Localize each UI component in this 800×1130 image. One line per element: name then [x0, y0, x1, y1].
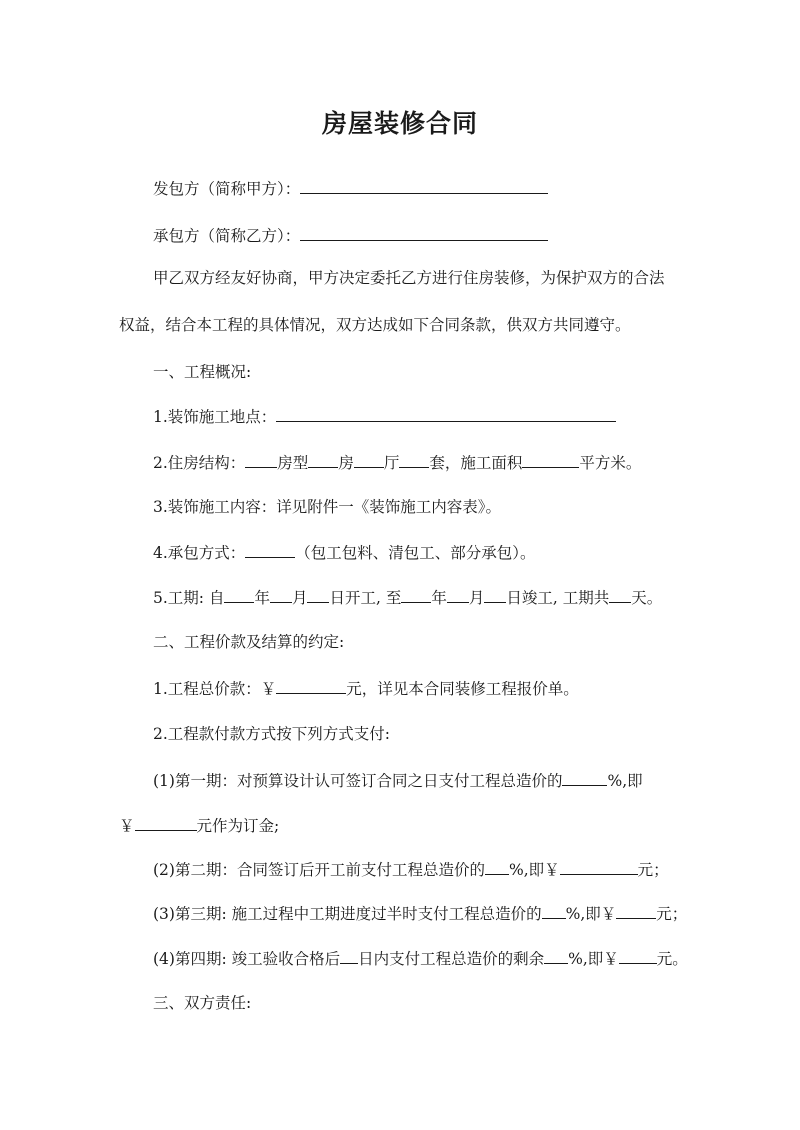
intro-line-2: 权益，结合本工程的具体情况，双方达成如下合同条款，供双方共同遵守。 [119, 316, 631, 334]
site-address-blank[interactable] [276, 405, 616, 422]
item-1-5-end: 日竣工, 工期共 [506, 589, 610, 607]
section-1-heading: 一、工程概况: [153, 363, 252, 381]
item-1-5-year: 年 [254, 589, 270, 607]
section-2-heading: 二、工程价款及结算的约定: [153, 633, 345, 651]
payment-4 [153, 947, 688, 970]
start-year-blank[interactable] [224, 586, 254, 603]
payment-1-pct: %,即 [607, 772, 643, 790]
end-year-blank[interactable] [401, 586, 431, 603]
payment-3-amount-blank[interactable] [616, 902, 656, 919]
payment-2 [153, 858, 669, 881]
item-1-5-month2: 月 [468, 589, 485, 607]
item-1-1 [153, 405, 616, 428]
item-2-2: 2.工程款付款方式按下列方式支付: [153, 725, 391, 743]
payment-4-amount-blank[interactable] [619, 947, 657, 964]
page-title: 房屋装修合同 [321, 109, 478, 138]
payment-4-days-blank[interactable] [340, 947, 358, 964]
end-day-blank[interactable] [484, 586, 506, 603]
section-3-heading: 三、双方责任: [153, 994, 252, 1012]
payment-3-percent-blank[interactable] [542, 902, 566, 919]
total-price-blank[interactable] [276, 677, 346, 694]
party-b-label: 承包方（简称乙方）： [153, 227, 301, 245]
payment-3-end: 元； [656, 905, 688, 923]
payment-4-label: (4)第四期: 竣工验收合格后 [153, 950, 341, 968]
payment-4-pct: %,即￥ [568, 950, 619, 968]
payment-4-end: 元。 [656, 950, 688, 968]
start-month-blank[interactable] [270, 586, 292, 603]
item-1-5-days: 天。 [631, 589, 663, 607]
party-b-blank[interactable] [300, 224, 548, 241]
item-2-1 [153, 677, 579, 700]
payment-1-yen: ￥ [119, 817, 135, 835]
payment-4-percent-blank[interactable] [544, 947, 568, 964]
item-1-5 [153, 586, 662, 609]
party-b-line [153, 224, 548, 247]
item-1-4 [153, 541, 536, 564]
intro-line-1: 甲乙双方经友好协商，甲方决定委托乙方进行住房装修，为保护双方的合法 [153, 269, 665, 287]
item-1-2 [153, 451, 641, 474]
payment-1-line-2 [119, 814, 279, 837]
payment-2-pct: %,即￥ [508, 861, 560, 879]
item-1-2-fangxing: 房型 [277, 454, 309, 472]
item-1-5-start: 日开工, 至 [329, 589, 402, 607]
area-blank[interactable] [522, 451, 579, 468]
item-1-4-label: 4.承包方式： [153, 544, 246, 562]
start-day-blank[interactable] [307, 586, 329, 603]
party-a-blank[interactable] [300, 177, 548, 194]
item-1-2-ting: 厅 [383, 454, 400, 472]
sets-blank[interactable] [399, 451, 429, 468]
item-1-2-unit: 平方米。 [579, 454, 642, 472]
item-1-2-label: 2.住房结构： [153, 454, 246, 472]
item-2-1-label: 1.工程总价款：￥ [153, 680, 277, 698]
item-1-5-label: 5.工期: 自 [153, 589, 225, 607]
payment-2-end: 元； [637, 861, 669, 879]
payment-2-label: (2)第二期：合同签订后开工前支付工程总造价的 [153, 861, 485, 879]
payment-1-amount-blank[interactable] [135, 814, 197, 831]
end-month-blank[interactable] [447, 586, 469, 603]
payment-3-pct: %,即￥ [565, 905, 617, 923]
item-1-4-text: （包工包料、清包工、部分承包）。 [295, 544, 536, 562]
halls-blank[interactable] [354, 451, 384, 468]
payment-4-days: 日内支付工程总造价的剩余 [358, 950, 545, 968]
payment-2-amount-blank[interactable] [560, 858, 638, 875]
duration-blank[interactable] [609, 586, 631, 603]
party-a-line [153, 177, 548, 200]
party-a-label: 发包方（简称甲方）： [153, 180, 301, 198]
payment-2-percent-blank[interactable] [485, 858, 509, 875]
payment-1-percent-blank[interactable] [562, 769, 607, 786]
payment-1-line-1 [153, 769, 643, 792]
payment-3 [153, 902, 687, 925]
item-1-1-label: 1.装饰施工地点： [153, 408, 277, 426]
item-2-1-text: 元，详见本合同装修工程报价单。 [346, 680, 579, 698]
contract-mode-blank[interactable] [245, 541, 295, 558]
item-1-2-fang: 房 [338, 454, 354, 472]
payment-3-label: (3)第三期: 施工过程中工期进度过半时支付工程总造价的 [153, 905, 542, 923]
payment-1-label: (1)第一期：对预算设计认可签订合同之日支付工程总造价的 [153, 772, 563, 790]
house-type-blank[interactable] [245, 451, 277, 468]
item-1-5-month: 月 [291, 589, 308, 607]
item-1-3: 3.装饰施工内容：详见附件一《装饰施工内容表》。 [153, 498, 502, 516]
payment-1-text: 元作为订金; [196, 817, 280, 835]
rooms-blank[interactable] [308, 451, 338, 468]
item-1-5-year2: 年 [431, 589, 447, 607]
item-1-2-tao: 套，施工面积 [429, 454, 523, 472]
